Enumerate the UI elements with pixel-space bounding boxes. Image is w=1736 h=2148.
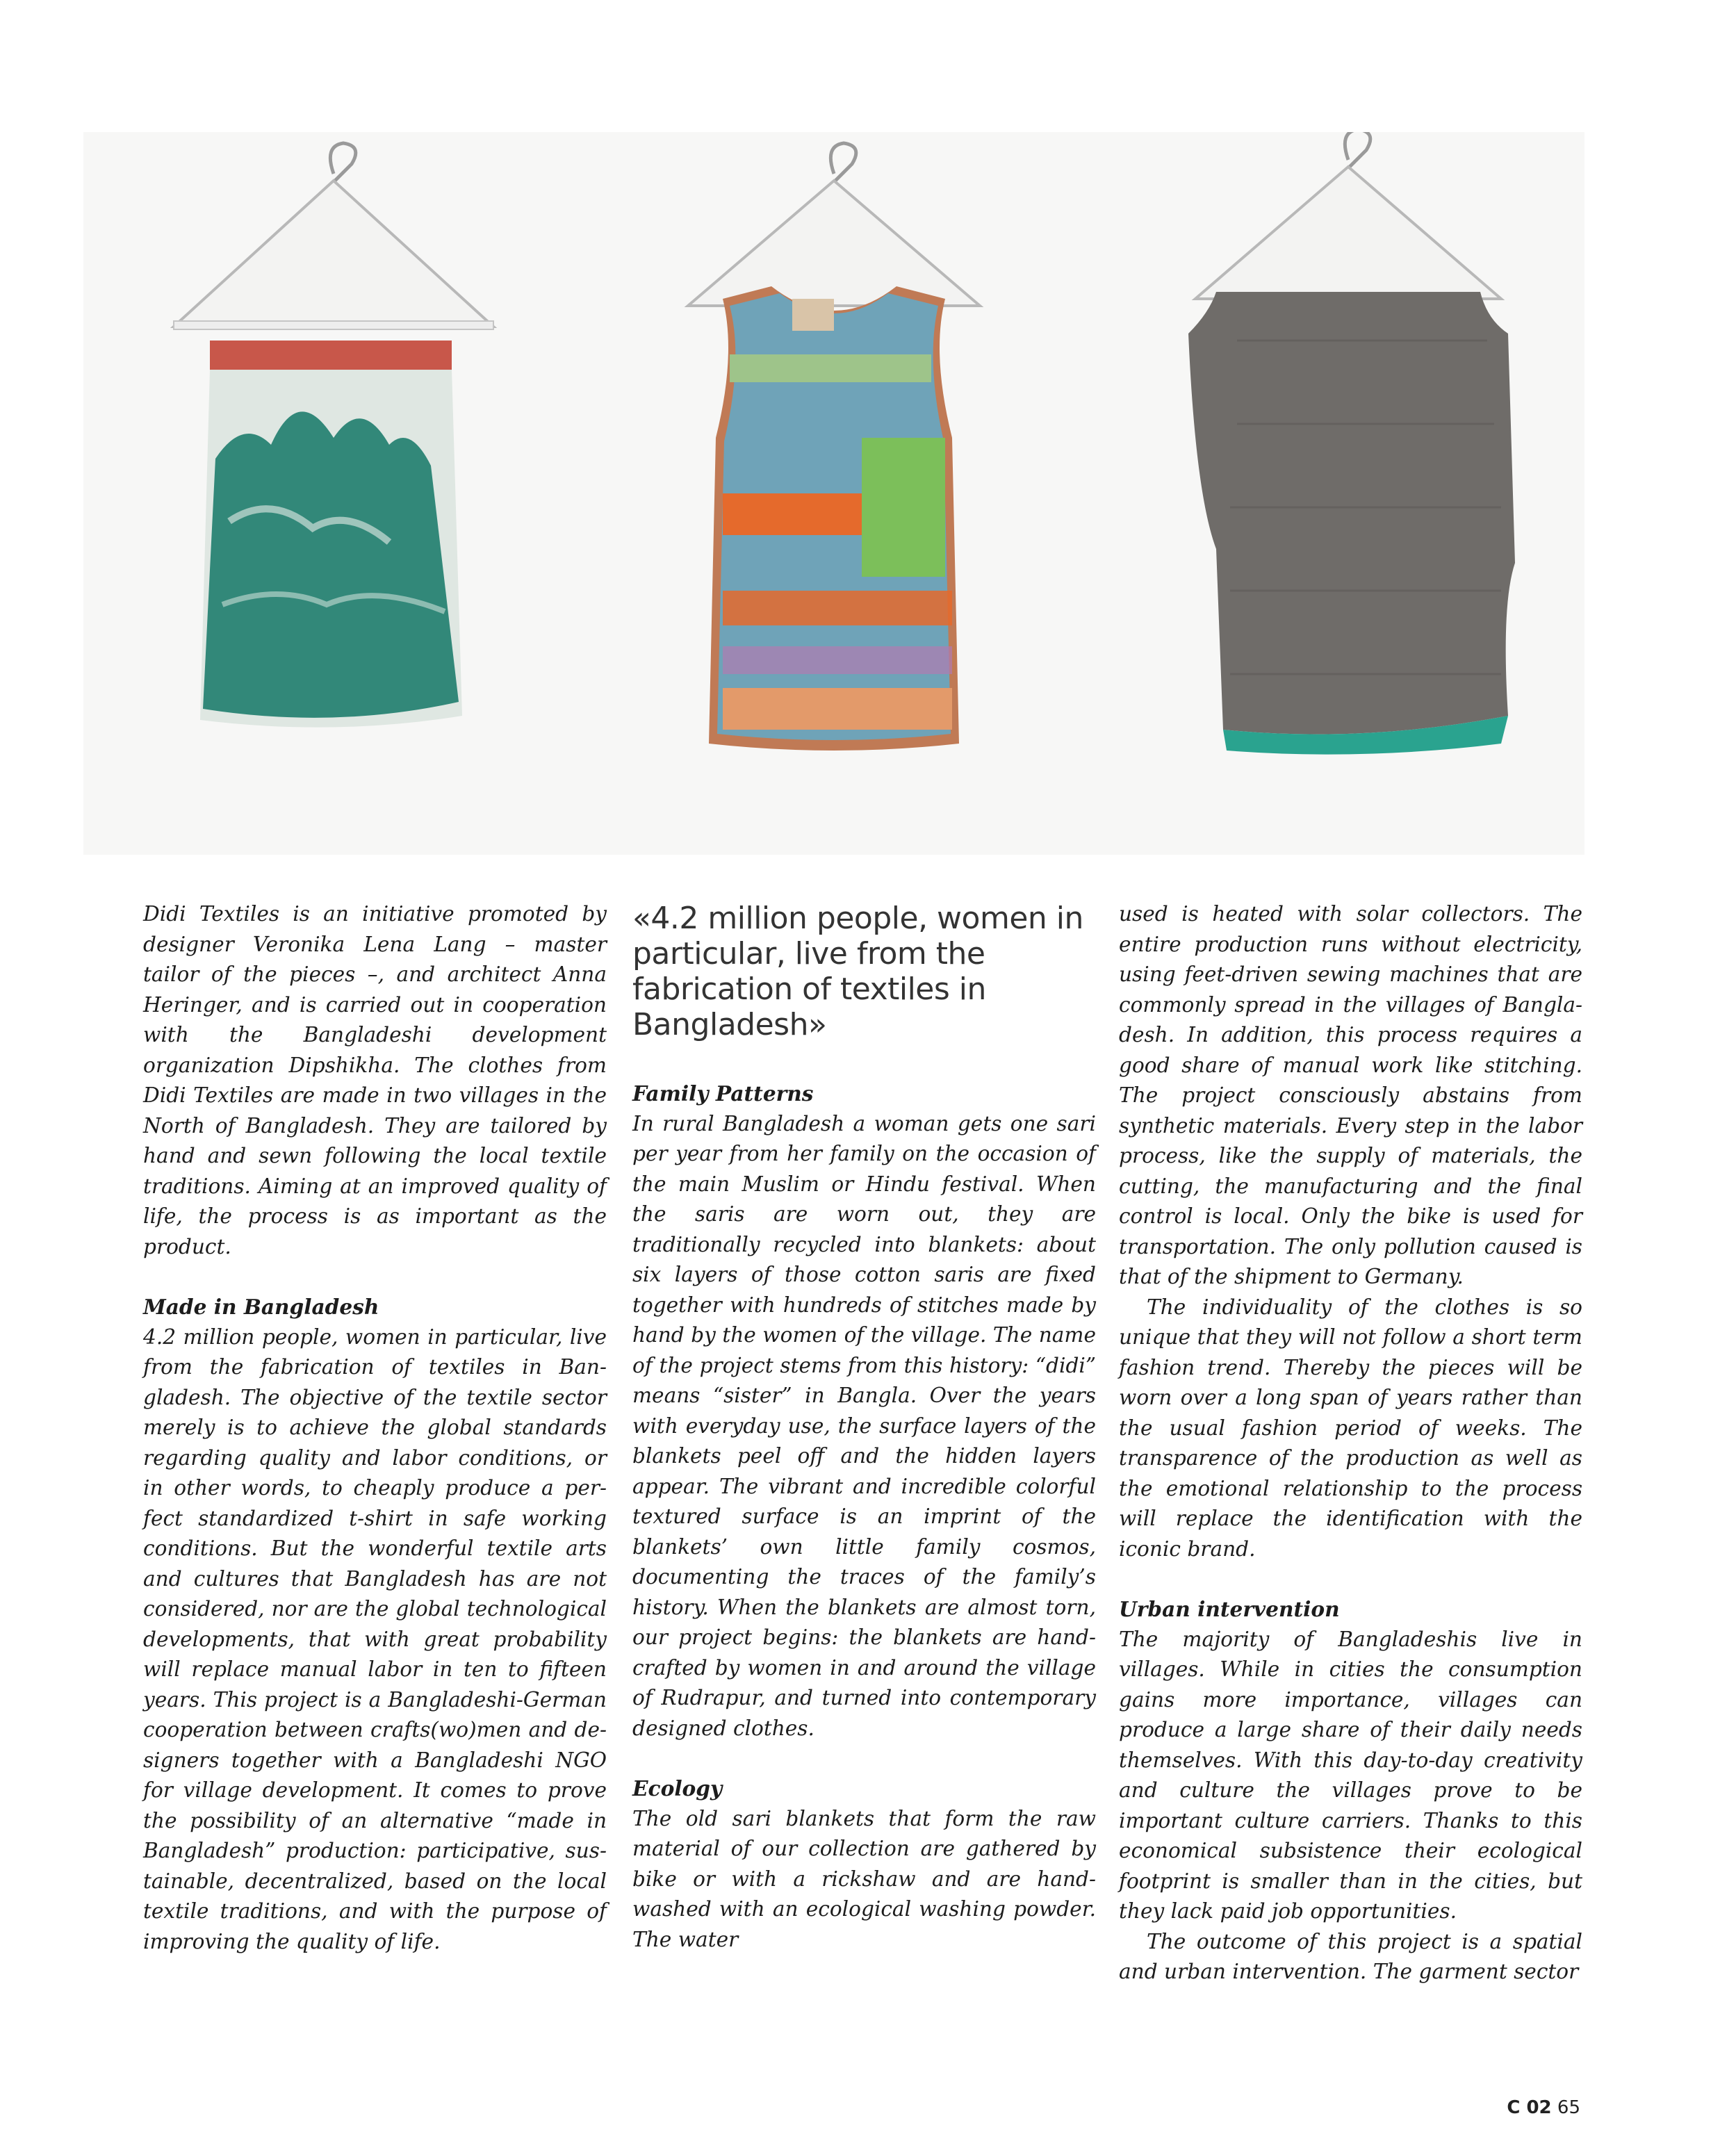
ecology-continued-paragraph: used is heated with solar collectors. The entire production runs without electricity, using feet-driven sewing machines that are commonly spread in the villages of Bangladesh. In addition, this process requires a good share of manual work like stitching. The project consciously abstains from synthetic materials. Every step in the labor process, like the supply of materials, the cutting, the manufacturing and the final control is local. Only the bike is used for transportation. The only pollution caused is that of the shipment to Germany. (1119, 902, 1582, 1288)
heading-urban-intervention: Urban intervention (1119, 1597, 1340, 1621)
ecology-paragraph: The old sari blankets that form the raw material of our collection are gathered by bike or with a rickshaw and are hand-washed with an ecological washing powder. The water (632, 1806, 1096, 1951)
page-number: 65 (1557, 2097, 1580, 2118)
heading-made-in-bangladesh: Made in Bangladesh (143, 1295, 379, 1319)
heading-ecology: Ecology (632, 1776, 723, 1801)
individuality-paragraph: The individuality of the clothes is so unique that they will not follow a short term fashion trend. Thereby the pieces will be worn over a long span of years rather than the usual fashion period of weeks. The transparence of the production as well as the emotional relationship to the process will replace the identification with the iconic brand. (1119, 1295, 1582, 1561)
intro-paragraph: Didi Textiles is an initiative promoted by designer Veronika Lena Lang – master tailor of the pieces –, and architect Anna Heringer, and is carried out in cooperation with the Bangladeshi development organization Dipshikha. The clothes from Didi Textiles are made in two villages in the North of Bangladesh. They are tailored by hand and sewn following the local textile traditions. Aiming at an improved quality of life, the process is as important as the product. (143, 902, 607, 1259)
outcome-paragraph: The outcome of this project is a spatial and urban intervention. The garment sector (1119, 1929, 1582, 1983)
text-column-middle (632, 899, 1096, 1955)
patchwork-top-photo (584, 132, 1084, 855)
skirt-on-hanger-icon (83, 132, 584, 855)
grey-top-on-hanger-icon (1084, 132, 1584, 855)
text-column-left (143, 899, 607, 1957)
section-code: C 02 (1507, 2097, 1552, 2118)
made-in-bangladesh-paragraph: 4.2 million people, women in particular, live from the fabrication of textiles in Bangladesh. The objective of the textile sector merely is to achieve the global standards regarding quality and labor conditions, or in other words, to cheaply produce a perfect standardized t-shirt in safe working conditions. But the wonderful textile arts and cultures that Bangladesh has are not considered, nor are the global technological developments, that with great probability will replace manual labor in ten to fifteen years. This project is a Bangladeshi-German cooperation between crafts(wo)men and designers together with a Bangladeshi NGO for village development. It comes to prove the possibility of an alternative “made in Bangladesh” production: participative, sustainable, decentralized, based on the local textile traditions, and with the purpose of improving the quality of life. (143, 1325, 607, 1953)
patchwork-top-on-hanger-icon (584, 132, 1084, 855)
text-column-right (1119, 899, 1582, 1987)
family-patterns-paragraph: In rural Bangladesh a woman gets one sari per year from her family on the occasion of the main Muslim or Hindu festival. When the saris are worn out, they are traditionally recycled into blankets: about six layers of those cotton saris are fixed together with hundreds of stitches made by hand by the women of the village. The name of the project stems from this history: “didi” means “sister” in Bangla. Over the years with everyday use, the surface layers of the blankets peel off and the hidden layers appear. The vibrant and incredible colorful textured surface is an imprint of the blankets’ own little family cosmos, documenting the traces of the family’s history. When the blankets are almost torn, our project begins: the blankets are handcrafted by women in and around the village of Rudrapur, and turned into contemporary designed clothes. (632, 1111, 1096, 1740)
pull-quote: «4.2 million people, women in particular, live from the fabrication of textiles in Bangladesh» (632, 901, 1083, 1042)
grey-top-photo (1084, 132, 1584, 855)
skirt-photo (83, 132, 584, 855)
page-folio (1507, 2097, 1580, 2118)
photo-strip (83, 132, 1584, 855)
urban-intervention-paragraph: The majority of Bangladeshis live in villages. While in cities the consumption gains more importance, villages can produce a large share of their daily needs themselves. With this day-to-day creativity and culture the villages prove to be important culture carriers. Thanks to this economical subsistence their ecological footprint is smaller than in the cities, but they lack paid job opportunities. (1119, 1627, 1582, 1923)
heading-family-patterns: Family Patterns (632, 1081, 814, 1106)
